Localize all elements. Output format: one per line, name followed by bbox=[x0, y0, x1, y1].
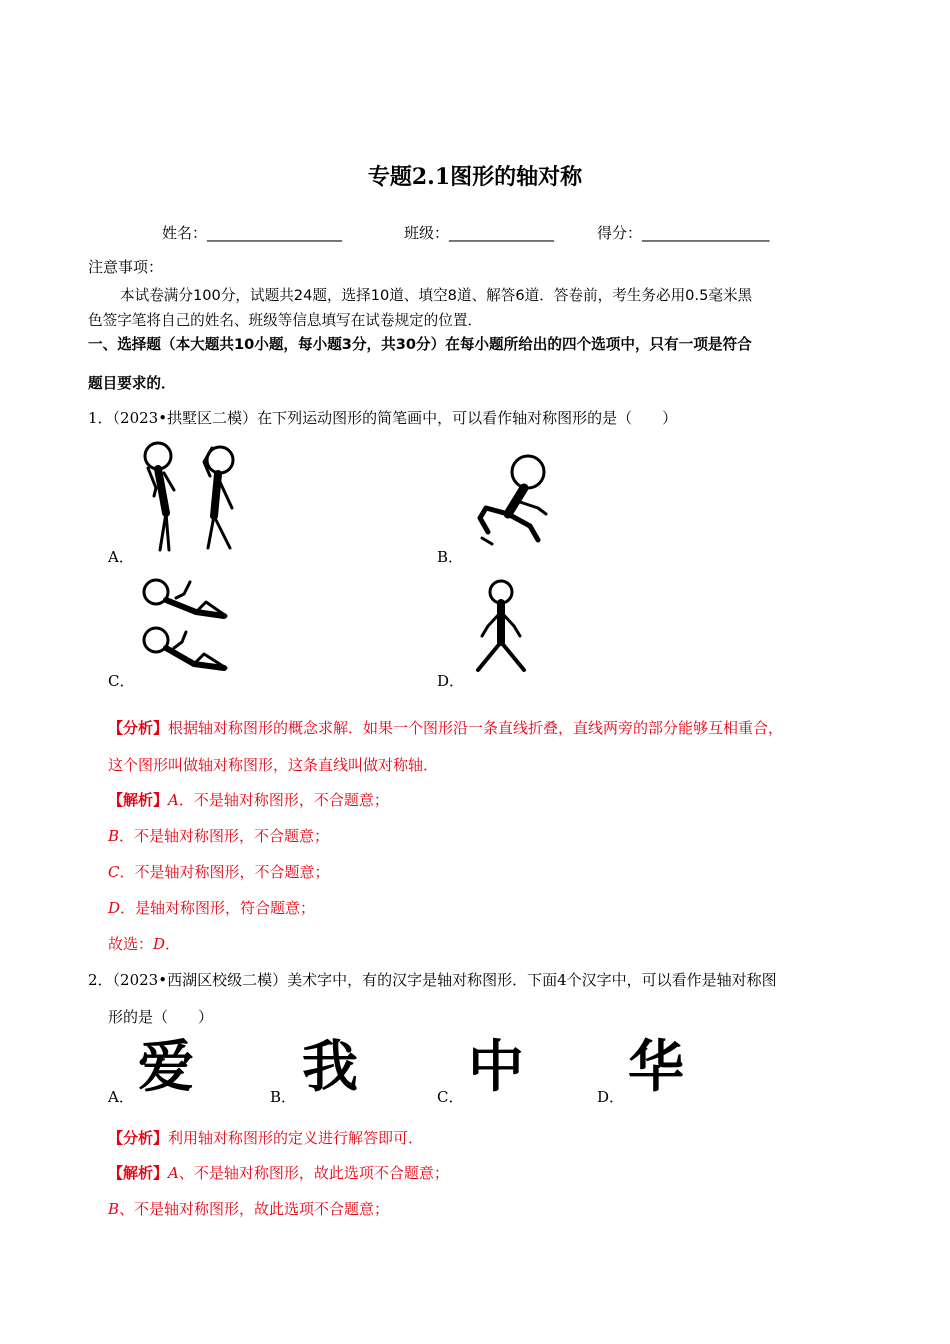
q2-option-b-label[interactable]: B． bbox=[270, 1088, 297, 1106]
q2-option-d-label[interactable]: D． bbox=[597, 1088, 625, 1106]
section-heading-line-1: 一、选择题（本大题共10小题，每小题3分，共30分）在每小题所给出的四个选项中，只有一项是符合 bbox=[88, 336, 752, 353]
notice-line-1: 本试卷满分100分，试题共24题，选择10道、填空8道、解答6道．答卷前，考生务必用0.5毫米黑 bbox=[120, 287, 753, 304]
q2-char-c: 中 bbox=[468, 1035, 524, 1100]
score-field[interactable]: 得分：_________________ bbox=[597, 224, 770, 242]
class-field[interactable]: 班级：______________ bbox=[404, 224, 555, 242]
q1-option-b-label[interactable]: B． bbox=[437, 548, 464, 566]
q2-stem-line-2: 形的是（ ） bbox=[108, 1008, 214, 1026]
page-title: 专题2.1图形的轴对称 bbox=[367, 164, 583, 190]
section-heading-line-2: 题目要求的． bbox=[88, 375, 176, 392]
q1-solution-c: C．不是轴对称图形，不合题意； bbox=[108, 863, 330, 881]
q1-figure-d bbox=[468, 578, 538, 678]
q2-analysis: 【分析】利用轴对称图形的定义进行解答即可． bbox=[108, 1129, 424, 1147]
q2-solution-b: B、不是轴对称图形，故此选项不合题意； bbox=[108, 1200, 390, 1218]
q1-analysis-line-2: 这个图形叫做轴对称图形，这条直线叫做对称轴． bbox=[108, 756, 439, 774]
q1-figure-a bbox=[134, 438, 244, 553]
q2-stem-line-1: 2．（2023•西湖区校级二模）美术字中，有的汉字是轴对称图形．下面4个汉字中，可以看作是轴对称图 bbox=[88, 971, 777, 989]
q1-answer: 故选：D． bbox=[108, 935, 181, 953]
q2-char-a: 爱 bbox=[138, 1035, 194, 1100]
notice-heading: 注意事项： bbox=[88, 258, 164, 276]
name-field[interactable]: 姓名：__________________ bbox=[162, 224, 343, 242]
q2-option-a-label[interactable]: A． bbox=[108, 1088, 134, 1106]
notice-line-2: 色签字笔将自己的姓名、班级等信息填写在试卷规定的位置． bbox=[88, 312, 483, 329]
q1-option-a-label[interactable]: A． bbox=[108, 548, 134, 566]
q1-analysis-line-1: 【分析】根据轴对称图形的概念求解．如果一个图形沿一条直线折叠，直线两旁的部分能够互相重合， bbox=[108, 719, 784, 737]
q2-option-c-label[interactable]: C． bbox=[437, 1088, 464, 1106]
q1-solution-a: 【解析】A．不是轴对称图形，不合题意； bbox=[108, 791, 389, 809]
q1-figure-c bbox=[136, 572, 236, 682]
q1-option-d-label[interactable]: D． bbox=[437, 672, 465, 690]
q1-stem: 1．（2023•拱墅区二模）在下列运动图形的简笔画中，可以看作轴对称图形的是（ ） bbox=[88, 409, 678, 427]
q1-figure-b bbox=[468, 452, 558, 552]
q2-char-b: 我 bbox=[302, 1035, 358, 1100]
q1-option-c-label[interactable]: C． bbox=[108, 672, 135, 690]
q2-solution-a: 【解析】A、不是轴对称图形，故此选项不合题意； bbox=[108, 1164, 449, 1182]
q2-char-d: 华 bbox=[628, 1035, 684, 1100]
q1-solution-d: D．是轴对称图形，符合题意； bbox=[108, 899, 316, 917]
q1-solution-b: B．不是轴对称图形，不合题意； bbox=[108, 827, 330, 845]
